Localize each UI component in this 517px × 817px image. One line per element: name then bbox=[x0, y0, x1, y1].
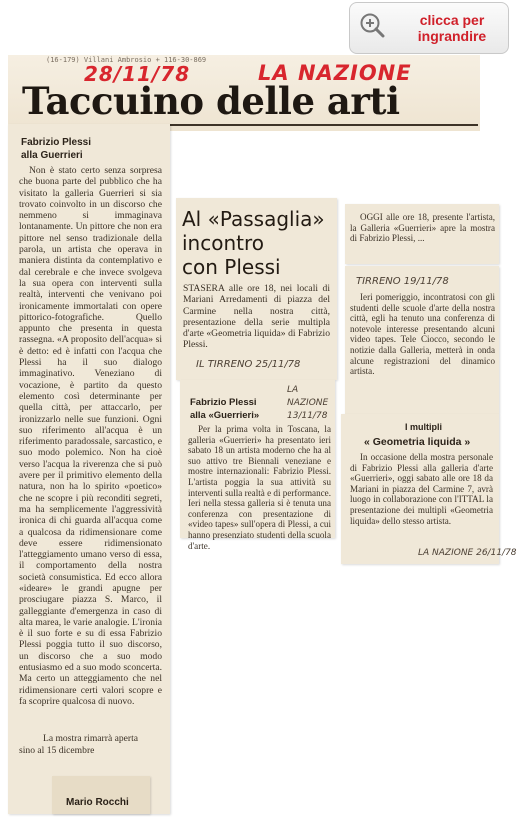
right-bottom-body: In occasione della mostra personale di Fabrizio Plessi alla galleria d'arte «Guerrieri», oggi sabato alle ore 18 da Mariani in piazza del Carmine 7, avrà luogo in collaborazione con l'ITTAL la presentazione dei multipli «Geometria liquida» dello stesso artista. bbox=[350, 452, 493, 526]
guerrieri-byline-line-1: Fabrizio Plessi bbox=[190, 397, 257, 408]
passaglia-title-line-1: Al «Passaglia» bbox=[182, 207, 325, 231]
handwritten-source: LA NAZIONE bbox=[258, 61, 412, 85]
passaglia-handwritten-note: IL TIRRENO 25/11/78 bbox=[196, 359, 301, 370]
zoom-in-button[interactable] bbox=[349, 2, 509, 54]
handwritten-date: 28/11/78 bbox=[84, 62, 191, 86]
passaglia-title-line-3: con Plessi bbox=[182, 255, 281, 279]
header-strip-text: (16-179) Villani Ambrosio + 116-30-869 bbox=[46, 56, 207, 64]
passaglia-title-line-2: incontro bbox=[182, 231, 265, 255]
guerrieri-handwritten-note: LA NAZIONE 13/11/78 bbox=[287, 385, 329, 421]
main-byline bbox=[21, 136, 91, 162]
main-byline-line-1: Fabrizio Plessi bbox=[21, 137, 92, 148]
main-byline-line-2: alla Guerrieri bbox=[21, 150, 83, 161]
right-mid-handwritten-note: TIRRENO 19/11/78 bbox=[356, 276, 449, 287]
guerrieri-byline bbox=[190, 396, 259, 422]
right-mid-body: Ieri pomeriggio, incontratosi con gli studenti delle scuole d'arte della nostra città, egli ha tenuto una conferenza di notevole interesse presentando alcuni video tapes. Tele Ciocco, secondo le notizie dalla Galleria, metterà in onda alcune registrazioni del dinamico artista. bbox=[350, 292, 495, 377]
passaglia-title bbox=[182, 207, 325, 279]
author-signature: Mario Rocchi bbox=[66, 797, 129, 808]
passaglia-body: STASERA alle ore 18, nei locali di Mariani Arredamenti di piazza del Carmine nella nostra città, presentazione della serie multipla d'arte «Geometria liquida» di Fabrizio Plessi. bbox=[183, 283, 330, 351]
right-bottom-handwritten-note: LA NAZIONE 26/11/78 bbox=[418, 548, 517, 558]
right-bottom-title: « Geometria liquida » bbox=[364, 436, 471, 448]
guerrieri-body: Per la prima volta in Toscana, la galleria «Guerrieri» ha presentato ieri sabato 18 un artista moderno che ha al suo attivo tre Biennali veneziane e mostre internazionali: Fabrizio Plessi. L'artista poggia la sua attività su interventi sulla realtà e di performance. Ieri nella stessa galleria si è tenuta una conferenza con presentazione di «video tapes» sull'opera di Plessi, a cui hanno presenziato studenti della scuola d'arte. bbox=[188, 424, 331, 551]
right-top-body: OGGI alle ore 18, presente l'artista, la Galleria «Guerrieri» apre la mostra di Fabrizio Plessi, ... bbox=[350, 212, 495, 244]
main-closing-line-1: La mostra rimarrà aperta bbox=[42, 733, 139, 744]
main-article-body: Non è stato certo senza sorpresa che buona parte del pubblico che ha visitato la galleria Guerrieri si sia trovato coinvolto in un discorso che nemmeno si immaginava lontanamente. Un pittore che non era pittore nel senso tradizionale della parola, un artista che operava in maniera distinta da contemplativo e dal cerebrale e che invece svolgeva la sua opera con interventi sulla realtà, interventi che venivano poi ironicamente immortalati con opere pittorico-fotografiche. Quello appunto che presenta in questa rassegna. «A proposito dell'acqua» si è detto: ed è infatti con l'acqua che Plessi ha il suo dialogo immaginativo. Veneziano di vocazione, è partito da questo elemento così determinante per quella città, per attaccarlo, per ironizzarlo nelle sue funzioni. Ogni suo riferimento all'acqua è un riferimento paradossale, sarcastico, e suo modo polemico. Non ha cioè verso l'acqua la riverenza che si può avere per il primitivo elemento della natura, non ha lo spirito «poetico» che ne scopre i più reconditi segreti, ma ha semplicemente l'aggressività ironica di chi guarda all'acqua come a qualcosa da ridimensionare come deve essere ridimensionato l'atteggiamento umano verso di essa, il comportamento della nostra società consumistica. Ed ecco allora «ideare» le grandi apugne per prosciugare piazza S. Marco, il galleggiante d'emergenza in caso di alta marea, le varie analogie. L'ironia è il suo forte e su di essa Fabrizio Plessi poggia tutto il suo discorso, un discorso che a suo modo entusiasmo ed a suo modo sconcerta. Ma certo un atteggiamento che nel ridimensionare certi valori scopre e fa scoprire qualcosa di nuovo. bbox=[19, 165, 162, 707]
right-bottom-kicker: I multipli bbox=[405, 422, 442, 432]
main-clipping-title: Taccuino delle arti bbox=[22, 79, 400, 123]
zoom-in-icon bbox=[359, 12, 385, 38]
zoom-label-line-2: ingrandire bbox=[417, 28, 487, 44]
guerrieri-byline-line-2: alla «Guerrieri» bbox=[190, 410, 260, 421]
signature-clipping bbox=[52, 776, 150, 814]
main-closing-line-2: sino al 15 dicembre bbox=[19, 745, 95, 756]
zoom-label bbox=[398, 12, 506, 44]
zoom-label-line-1: clicca per bbox=[419, 12, 485, 28]
